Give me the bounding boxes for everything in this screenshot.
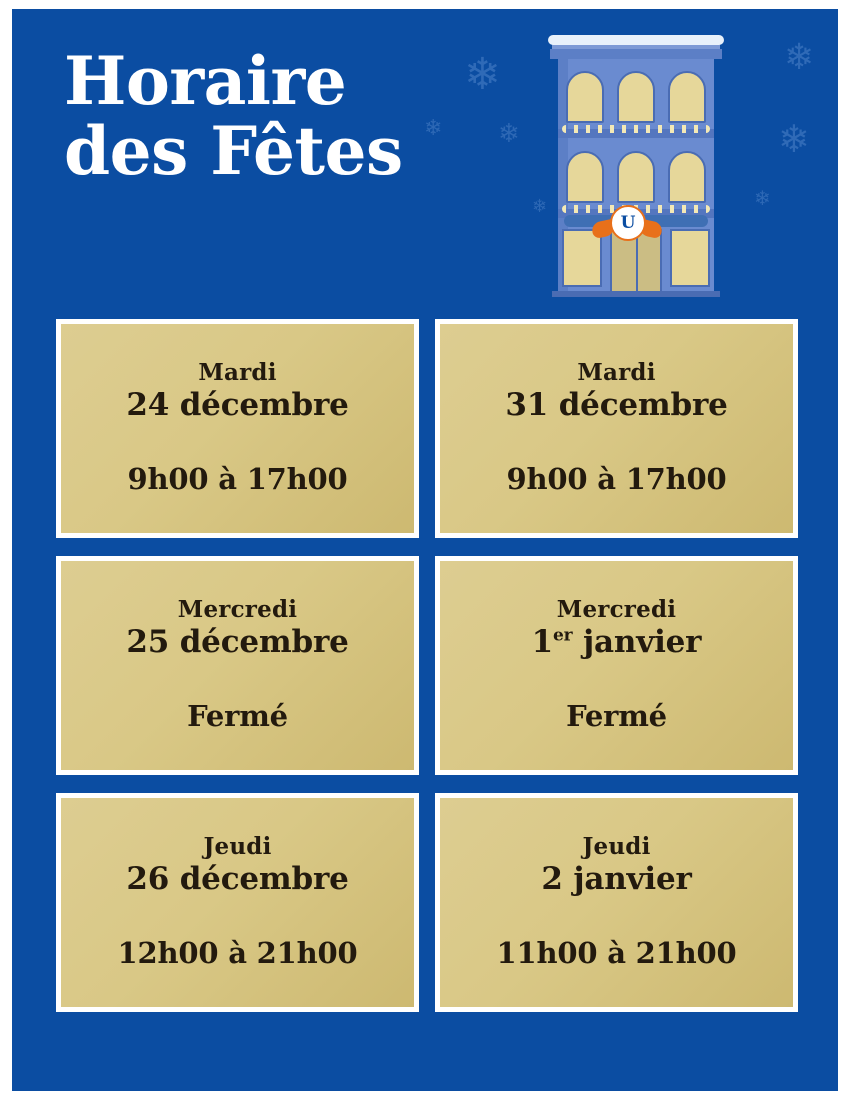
card-date-month: janvier [572,623,702,660]
schedule-grid [56,319,798,1012]
window [617,71,655,123]
card-hours: Fermé [187,699,288,734]
card-weekday: Jeudi [582,833,651,861]
card-date: 25 décembre [126,623,349,660]
card-weekday: Mercredi [556,596,677,624]
storefront-window-right [670,229,710,287]
storefront [562,229,710,297]
card-date: 2 janvier [541,860,692,897]
window [668,151,706,203]
card-date: 31 décembre [505,386,728,423]
window [566,71,604,123]
snowflake-icon: ❄ [498,119,520,148]
schedule-card [435,556,798,775]
snowflake-icon: ❄ [754,188,771,210]
building-floor-middle [566,151,706,203]
card-hours: Fermé [566,699,667,734]
building-floor-upper [566,71,706,123]
card-date [532,625,702,661]
card-date: 26 décembre [126,860,349,897]
card-date-number: 1 [531,623,554,660]
card-date: 24 décembre [126,386,349,423]
building-cornice [550,49,722,59]
store-building-illustration [548,39,724,297]
card-date-ordinal: er [553,625,573,646]
poster-canvas [12,9,838,1091]
card-weekday: Mercredi [177,596,298,624]
logo-letter: U [620,212,636,233]
snowflake-icon: ❄ [532,196,548,216]
title-line-2: des Fêtes [64,111,403,190]
schedule-card [56,556,419,775]
window [617,151,655,203]
window [668,71,706,123]
string-lights [562,125,710,133]
schedule-card [56,793,419,1012]
window [566,151,604,203]
card-hours: 11h00 à 21h00 [496,936,737,971]
snowflake-icon: ❄ [778,119,810,161]
brand-logo [610,205,646,241]
card-weekday: Jeudi [203,833,272,861]
card-weekday: Mardi [577,359,656,387]
title-line-1: Horaire [64,42,347,120]
schedule-card [56,319,419,538]
card-hours: 9h00 à 17h00 [506,462,727,497]
roof-snow [548,35,724,45]
card-weekday: Mardi [198,359,277,387]
schedule-card [435,319,798,538]
snowflake-icon: ❄ [464,50,501,99]
snowflake-icon: ❄ [784,37,815,77]
card-hours: 12h00 à 21h00 [117,936,358,971]
card-hours: 9h00 à 17h00 [127,462,348,497]
schedule-card [435,793,798,1012]
building-base [552,291,720,297]
snowflake-icon: ❄ [424,115,443,140]
